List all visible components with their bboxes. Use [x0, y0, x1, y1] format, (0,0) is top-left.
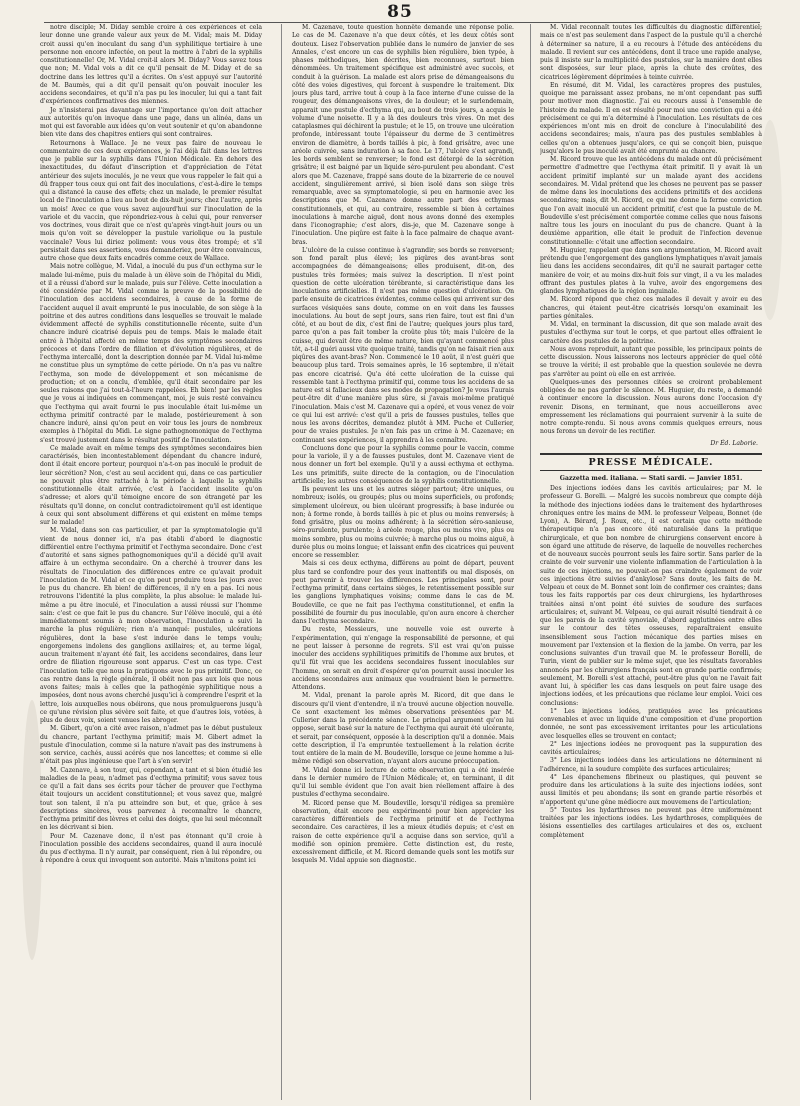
article-paragraph: M. Gibert, qu'on a cité avec raison, n'admet pas le début pustuleux du chancre, partant l'ecthyma primitif; mais M. Gibert admet la pustule d'inoculation, comme si la nature n'avait pas des instrumens à son service, cachés, aussi acérés que nos lancettes; et comme si elle n'était pas plus ingénieuse que l'art à s'en servir!	[40, 725, 262, 766]
article-paragraph: L'ulcère de la cuisse continue à s'agrandir; ses bords se renversent; son fond paraît plus élevé; les piqûres des avant-bras sont accompagnées de démangeaisons; elles produisent, dit-on, des pustules très formées; mais suivez la description. Il n'est point question de cette ulcération térébrante, si caractéristique dans les inoculations artificielles. Il n'est pas même question d'ulcération. On parle ensuite de cicatrices évidentes, comme celles qui arrivent sur des surfaces vésiquées sans doute, comme on en voit dans les fausses inoculations. Au bout de sept jours, sans rien faire, tout est fini d'un côté, et au bout de dix, c'est fini de l'autre; quelques jours plus tard, parce qu'on a pas fait tomber la croûte plus tôt; mais l'ulcère de la cuisse, qui devait être de même nature, bien qu'ayant commencé plus tôt, a-t-il guéri aussi vite quoique traité, tandis qu'on ne faisait rien aux piqûres des avant-bras? Non. Commencé le 10 août, il n'est guéri que beaucoup plus tard. Trois semaines après, le 16 septembre, il n'était pas encore cicatrisé. Qu'a été cette ulcération de la cuisse qui ressemble tant à l'ecthyma primitif qui, comme tous les accidens de sa nature est si fallacieux dans ses modes de propagation? Je vous l'aurais peut-être dit d'une manière plus sûre, si j'avais moi-même pratiqué l'inoculation. Mais c'est M. Cazenave qui a opéré, et vous venez de voir ce qui lui est arrivé: c'est qu'il a pris de fausses pustules, telles que nous les avons décrites, demandez plutôt à MM. Puche et Cullerier, pour de vraies pustules. Je n'en fais pas un crime à M. Cazenave; en continuant ses expériences, il apprendra à les connaître.	[292, 246, 514, 444]
article-paragraph: Concluons donc que pour la syphilis comme pour le vaccin, comme pour la variole, il y a de fausses pustules, dont M. Cazenave vient de nous donner un fort bel exemple. Qu'il y a aussi ecthyma et ecthyma. Les uns primitifs, suite directe de la contagion, ou de l'inoculation artificielle; les autres conséquences de la syphilis constitutionnelle.	[292, 444, 514, 485]
article-paragraph: M. Ricord pense que M. Boudeville, lorsqu'il rédigea sa première observation, était encore peu expérimenté pour bien apprécier les caractères différentiels de l'ecthyma primitif et de l'ecthyma secondaire. Ces caractères, il les a mieux étudiés depuis; et c'est en raison de cette expérience qu'il a acquise dans son service, qu'il a modifié son opinion première. Cette distinction est, du reste, excessivement difficile, et M. Ricord demande quels sont les motifs sur lesquels M. Vidal appuie son diagnostic.	[292, 799, 514, 865]
article-paragraph: M. Huguier, rappelant que dans son argumentation, M. Ricord avait prétendu que l'engorgement des ganglions lymphatiques n'avait jamais lieu dans les accidens secondaires, dit qu'il ne saurait partager cette manière de voir, et au moins dix-huit fois sur vingt, il a vu les malades offrant des pustules plates à la vulve, avoir des engorgemens des glandes lymphatiques de la région inguinale.	[540, 246, 762, 295]
column-right	[540, 24, 762, 1102]
article-paragraph: Je n'insisterai pas davantage sur l'importance qu'on doit attacher aux autorités qu'on invoque dans une page, dans un alinéa, dans un mot qui est favorable aux idées qu'on veut soutenir et qu'on abandonne bien vite dans des chapitres entiers qui sont contraires.	[40, 106, 262, 139]
article-paragraph: M. Vidal, dans son cas particulier, et par la symptomatologie qu'il vient de nous donner ici, n'a pas établi d'abord le diagnostic différentiel entre l'ecthyma primitif et l'ecthyma secondaire. Donc c'est d'autorité et sans signes pathognomoniques qu'il a décidé qu'il avait affaire à un ecthyma secondaire. On a cherché à trouver dans les résultats de l'inoculation des différences entre ce qu'avait produit l'inoculation de M. Vidal et ce qu'on peut produire tous les jours avec le pus du chancre. Eh bien! de différences, il n'y en a pas. Ici nous retrouvons l'identité la plus complète, la plus absolue: le malade lui-même a pu être inoculé, et l'inoculation a aussi réussi sur l'homme sain: c'est ce que fait le pus du chancre. Sur l'élève inoculé, qui a été immédiatement soumis à mon observation, l'inoculation a suivi la marche la plus régulière; rien n'a manqué: pustules, ulcérations régulières, dont la base s'est indurée dans le temps voulu; engorgemens indolens des ganglions axillaires; et, au terme légal, aucun traitement n'ayant été fait, les accidens secondaires, dans leur ordre de filiation rigoureuse sont apparus. C'est un cas type. C'est l'inoculation telle que nous la pratiquons avec le pus primitif. Donc, ce cas rentre dans la règle générale, il obéit non pas aux lois que nous avons faites; mais à celles que la pathogénie syphilitique nous a imposées, dont nous avons cherché jusqu'ici à comprendre l'esprit et la lettre, lois auxquelles nous obéirons, que nous promulguerons jusqu'à ce qu'une révision plus sévère soit faite, et que d'autres lois, votées, à plus de deux voix, soient venues les abroger.	[40, 527, 262, 724]
article-paragraph: Du reste, Messieurs, une nouvelle voie est ouverte à l'expérimentation, qui n'engage la responsabilité de personne, et qui ne peut laisser à personne de regrets. S'il est vrai qu'on puisse inoculer des accidens syphilitiques primitifs de l'homme aux brutes, et qu'il fût vrai que les accidens secondaires fussent inoculables sur l'homme, on serait en droit d'espérer qu'on pourrait aussi inoculer les accidens secondaires aux animaux que voudraient bien le permettre. Attendons.	[292, 626, 514, 691]
article-paragraph: M. Vidal reconnaît toutes les difficultés du diagnostic différentiel; mais ce n'est pas seulement dans l'aspect de la pustule qu'il a cherché à déterminer sa nature, il a eu recours à l'étude des antécédens du malade. Il revient sur ces antécédens, dont il trace une rapide analyse, puis il insiste sur la multiplicité des pustules, sur la manière dont elles sont disposées, sur leur place, après la chute des croûtes, des cicatrices légèrement déprimées à teinte cuivrée.	[540, 24, 762, 81]
article-paragraph: Mais notre collègue, M. Vidal, a inoculé du pus d'un ecthyma sur le malade lui-même, puis du malade à un élève soin de l'hôpital du Midi, et il a réussi d'abord sur le malade, puis sur l'élève. Cette inoculation a été considérée par M. Vidal comme la preuve de la possibilité de l'inoculation des accidens secondaires, à cause de la forme de l'accident auquel il avait emprunté le pus inoculable, de son siège à la poitrine et des autres conditions dans lesquelles se trouvait le malade évidemment affecté de syphilis constitutionnelle récente, suite d'un chancre induré cicatrisé depuis peu de temps. Mais le malade était entré à l'hôpital affecté en même temps des symptômes secondaires précoces et dans l'ordre de filiation et d'évolution régulières, et de l'ecthyma intercallé, dont la description donnée par M. Vidal lui-même ne constitue plus un symptôme de cette période. On n'a pas vu naître l'ecthyma, son mode de développement et son mécanisme de production; et on a conclu, d'emblée, qu'il était secondaire par les seules raisons que j'ai tout-à-l'heure rappelées. Eh bien! par les règles que je vous ai indiquées en commençant, moi, je suis resté convaincu que l'ecthyma qui avait fourni le pus inoculable était lui-même un ecthyma primitif contracté par le malade, postérieurement à son chancre induré, ainsi qu'on peut en voir tous les jours de nombreux exemples à l'hôpital du Midi. Le signe pathognomonique de l'ecthyma s'est trouvé justement dans le résultat positif de l'inoculation.	[40, 263, 262, 444]
article-paragraph: 2° Les injections iodées ne provoquent pas la suppuration des cavités articulaires;	[540, 740, 762, 756]
page-number: 85	[387, 2, 413, 22]
column-right-second-part	[540, 485, 762, 840]
author-signature: Dr Éd. Laborie.	[710, 439, 758, 447]
article-paragraph: M. Cazenave, à son tour, qui, cependant, a tant et si bien étudié les maladies de la peau, n'admet pas d'ecthyma primitif; vous savez tous ce qu'il a fait dans ses écrits pour tâcher de prouver que l'ecthyma était toujours un accident constitutionnel; et vous savez que, malgré tout son talent, il n'a pu atteindre son but, et que, grâce à ses descriptions sincères, vous parvenez à reconnaître le chancre, l'ecthyma primitif des lèvres et celui des doigts, que lui seul méconnaît en les décrivant si bien.	[40, 766, 262, 832]
article-paragraph: M. Cazenave, toute question honnête demande une réponse polie. Le cas de M. Cazenave n'a que deux côtés, et les deux côtés sont douteux. Lisez l'observation publiée dans le numéro de janvier de ses Annales, c'est encore un cas de syphilis bien régulière, bien typée, à phases méthodiques, bien décrites, bien reconnues, surtout bien dénommées. Un traitement spécifique est administré avec succès, et conduit à la guérison. La malade est alors prise de démangeaisons du côté des voies digestives, qui forcent à suspendre le traitement. Dix jours plus tard, arrive tout à coup à la face interne d'une cuisse de la rougeur, des démangeaisons vives, de la douleur; et le surlendemain, apparait une pustule d'ecthyma qui, au bout de trois jours, a acquis le volume d'une noisette. Il y a là des douleurs très vives. On met des cataplasmes qui déchirent la pustule; et le 15, on trouve une ulcération profonde, intéressant toute l'épaisseur du derme de 3 centimètres environ de diamètre, à bords taillés à pic, à fond grisâtre, avec une aréole cuivrée, sans induration à sa face. Le 17, l'ulcère s'est agrandi, les bords semblent se renverser; le fond est détergé de la sécrétion grisâtre; il est baigné par un liquide séro-purulent peu abondant. C'est alors que M. Cazenave, frappé sans doute de la bizarrerie de ce nouvel accident, singulièrement arrivé, si bien isolé dans son siège très remarquable, avec sa symptomatologie, si peu en harmonie avec les descriptions que M. Cazenave donne autre part des ecthymas constitutionnels, et qui, au contraire, ressemble si bien à certaines inoculations à marche aiguë, dont nous avons donné des exemples dans l'iconographie; c'est alors, dis-je, que M. Cazenave songe à l'inoculation. Une piqûre est faite à la face palmaire de chaque avant-bras.	[292, 24, 514, 246]
article-paragraph: M. Vidal, en terminant la discussion, dit que son malade avait des pustules d'ecthyma sur tout le corps, et que partout elles offraient le caractère des pustules de la poitrine.	[540, 321, 762, 345]
article-paragraph: Retournons à Wallace. Je ne veux pas faire de nouveau le commentaire de ces deux expériences, je l'ai déjà fait dans les lettres que je publie sur la syphilis dans l'Union Médicale. En dehors des inexactitudes, du défaut d'inscription et d'appréciation de l'état antérieur des sujets inoculés, je ne veux que vous rappeler le fait qui a dû frapper tous ceux qui ont fait des inoculations, c'est-à-dire le temps qui a distancé la cause des effets; chez un malade, le premier résultat local de l'inoculation a lieu au bout de dix-huit jours; chez l'autre, après un mois! Avec ce que vous savez aujourd'hui sur l'inoculation de la variole et du vaccin, que répondriez-vous à celui qui, pour renverser vos doctrines, vous dirait que ce n'est qu'après vingt-huit jours ou un mois qu'on voit se développer la pustule variolique ou la pustule vaccinale? Vous lui diriez poliment: vous vous êtes trompé; et s'il persistait dans ses assertions, vous demanderiez, pour être convaincus, autre chose que deux faits encadrés comme ceux de Wallace.	[40, 139, 262, 262]
article-paragraph: M. Ricord répond que chez ces malades il devait y avoir eu des chancres, qui étaient peut-être cicatrisés lorsqu'on examinait les parties génitales.	[540, 296, 762, 320]
article-paragraph: Ce malade avait en même temps des symptômes secondaires bien caractérisés, bien incontestablement dépendant du chancre induré, dont il était encore porteur, pourquoi n'a-t-on pas inoculé le produit de leur sécrétion? Non, c'est au seul accident qui, dans ce cas particulier ne pouvait plus être rattaché à la période à laquelle la syphilis constitutionnelle était arrivée, c'est à l'accident insolite qu'on s'adresse; et alors qu'il témoigne encore de son étrangeté par les résultats qu'il donne, on conclut contradictoirement qu'il est identique à ceux qui sont absolument différens et qui existent en même temps sur le malade!	[40, 444, 262, 526]
article-paragraph: En résumé, dit M. Vidal, les caractères propres des pustules, quoique me paraissant assez probans, ne m'ont cependant pas suffi pour motiver mon diagnostic. J'ai eu recours aussi à l'ensemble de l'histoire du malade. Il en est résulté pour moi une conviction qui a été précisément ce qui m'a déterminé à l'inoculation. Les résultats de ces expériences m'ont mis en droit de conclure à l'inoculabilité des accidens secondaires; mais, n'aura pas des pustules semblables à celles qu'on a obtenues jusqu'alors, ce qui se conçoit bien, puisque jusqu'alors le pus inoculé avait été emprunté au chancre.	[540, 81, 762, 155]
article-paragraph: M. Vidal donne ici lecture de cette observation qui a été insérée dans le dernier numéro de l'Union Médicale; et, en terminant, il dit qu'il lui semble évident que l'on avait bien réellement affaire à des pustules d'ecthyma secondaire.	[292, 766, 514, 799]
article-paragraph: 4° Les épanchemens fibrineux ou plastiques, qui peuvent se produire dans les articulations à la suite des injections iodées, sont aussi limités et peu abondans; ils sont en grande partie résorbés et n'apportent qu'une gêne médiocre aux mouvemens de l'articulation;	[540, 773, 762, 806]
article-paragraph: 3° Les injections iodées dans les articulations ne déterminent ni l'adhérence, ni la soudure complète des surfaces articulaires;	[540, 757, 762, 773]
article-paragraph: M. Ricord trouve que les antécédens du malade ont dû précisément permettre d'admettre que l'ecthyma était primitif. Il y avait là un accident primitif implanté sur un malade ayant des accidens secondaires. M. Vidal prétend que les choses ne peuvent pas se passer de même dans les inoculations des accidens primitifs et des accidens secondaires; mais, dit M. Ricord, ce qui me donne la ferme conviction que l'on avait inoculé un accident primitif, c'est que la pustule de M. Boudeville s'est précisément comportée comme celles que nous faisons naître tous les jours en inoculant du pus de chancre. Quant à la deuxième apparition, elle était le produit de l'infection devenue constitutionnelle: c'était une affection secondaire.	[540, 156, 762, 246]
section-heading: PRESSE MÉDICALE.	[540, 453, 762, 471]
column-divider	[281, 24, 282, 1100]
article-paragraph: Quelques-unes des personnes citées se croiront probablement obligées de ne pas garder le silence. M. Huguier, du reste, a demandé à continuer encore la discussion. Nous aurons donc l'occasion d'y revenir. Disons, en terminant, que nous accueillerons avec empressement les réclamations qui pourraient survenir à la suite de notre compte-rendu. Si nous avons commis quelques erreurs, nous nous ferons un devoir de les rectifier.	[540, 378, 762, 436]
article-paragraph: M. Vidal, prenant la parole après M. Ricord, dit que dans le discours qu'il vient d'entendre, il n'a trouvé aucune objection nouvelle. Ce sont exactement les mêmes observations présentées par M. Cullerier dans la précédente séance. Le principal argument qu'on lui oppose, serait basé sur la nature de l'ecthyma qui aurait été ulcérante, et serait, par conséquent, opposée à la description qu'il a donnée. Mais cette description, il l'a empruntée textuellement à la relation écrite tout entière de la main de M. Boudeville, lorsque ce jeune homme a lui-même rédigé son observation, n'ayant alors aucune préoccupation.	[292, 692, 514, 766]
article-paragraph: Mais si ces deux ecthyma, différens au point de départ, peuvent plus tard se confondre pour des yeux inattentifs ou mal disposés, on peut parvenir à trouver les différences. Les principales sont, pour l'ecthyma primitif, dans certains sièges, le retentissement possible sur les ganglions lymphatiques voisins; comme dans le cas de M. Boudeville, ce que ne fait pas l'ecthyma constitutionnel, et enfin la possibilité de fournir du pus inoculable, qu'on aura encore à chercher dans l'ecthyma secondaire.	[292, 560, 514, 625]
column-divider	[530, 24, 531, 1100]
column-left	[40, 24, 262, 1102]
journal-source-line: Gazzetta med. italiana. — Stati sardi. — Janvier 1851.	[559, 474, 743, 482]
column-right-first-part	[540, 24, 762, 437]
header-rule	[44, 22, 760, 23]
article-paragraph: Ils peuvent les uns et les autres siéger partout; être uniques, ou nombreux; isolés, ou groupés; plus ou moins superficiels, ou profonds; simplement ulcéreux, ou bien ulcérant progressifs; à base indurée ou non; à forme ronde, à bords taillés à pic et plus ou moins renversés; à fond grisâtre, plus ou moins adhérent; à la sécrétion séro-sanieuse, séro-purulente, purulente; à aréole rouge, plus ou moins vive, plus ou moins sombre, plus ou moins cuivrée; à marche plus ou moins aiguë, à durée plus ou moins longue; et laissant enfin des cicatrices qui peuvent encore se ressembler.	[292, 486, 514, 559]
article-paragraph: 5° Toutes les hydarthroses ne peuvent pas être uniformément traitées par les injections iodées. Les hydarthroses, compliquées de lésions essentielles des cartilages articulaires et des os, excluent complètement	[540, 806, 762, 839]
article-paragraph: Nous avons reproduit, autant que possible, les principaux points de cette discussion. Nous laisserons nos lecteurs apprécier de quel côté se trouve la vérité; il est probable que la question soulevée ne devra pas s'arrêter au point où elle en est arrivée.	[540, 345, 762, 378]
paper-stain	[22, 700, 42, 960]
article-paragraph: Pour M. Cazenave donc, il n'est pas étonnant qu'il croie à l'inoculation possible des accidens secondaires, quand il aura inoculé du pus d'ecthyma. Il n'y aurait, par conséquent, rien à lui répondre, ou à répondre à ceux qui invoquent son autorité. Mais n'imitons point ici	[40, 832, 262, 865]
article-paragraph: notre disciple; M. Diday semble croire à ces expériences et cela leur donne une grande valeur aux yeux de M. Vidal; mais M. Diday croit aussi qu'en inoculant du sang d'un syphilitique tertiaire à une personne non encore infectée, on peut la mettre à l'abri de la syphilis constitutionnelle! Or, M. Vidal croit-il alors M. Diday? Vous savez tous que non; M. Vidal vois a dit ce qu'il pensait de M. Diday et de sa doctrine dans les lettres qu'il a écrites. On s'est appuyé sur l'autorité de M. Baumès, qui a dit qu'il pensait qu'on pouvait inoculer les accidens secondaires, et qu'il n'a pas pu les inoculer, lui qui a tant fait d'expériences confirmatives des miennes.	[40, 24, 262, 106]
article-paragraph: 1° Les injections iodées, pratiquées avec les précautions convenables et avec un liquide d'une composition et d'une proportion donnée, ne sont pas excessivement irritantes pour les articulations avec lesquelles elles se trouvent en contact;	[540, 707, 762, 740]
article-paragraph: Des injections iodées dans les cavités articulaires; par M. le professeur G. Borelli. — Malgré les succès nombreux que compte déjà la méthode des injections iodées dans le traitement des hydarthroses chroniques entre les mains de MM. le professeur Velpeau, Bonnet (de Lyon), A. Bérard, J. Roux, etc., il est certain que cette méthode thérapeutique n'a pas encore été naturalisée dans la pratique chirurgicale, et que bon nombre de chirurgiens conservent encore à son égard une attitude de réserve, de laquelle de nouvelles recherches et de nouveaux succès pourront seuls les faire sortir. Sans parler de la crainte de voir survenir une violente inflammation de l'articulation à la suite de ces injections, ne pouvait-on pas craindre également de voir ces injections être suivies d'ankylose? Sans doute, les faits de M. Velpeau et ceux de M. Bonnet sont loin de confirmer ces craintes; dans tous les faits rapportés par ces deux chirurgiens, les hydarthroses traitées ainsi n'ont point été suivies de soudure des surfaces articulaires; et, suivant M. Velpeau, ce qui aurait résulté tiendrait à ce que les parois de la cavité synoviale, d'abord agglutinées entre elles sur le contour des têtes osseuses, reparaîtraient ensuite insensiblement sous l'action mécanique des parties mises en mouvement par l'extension et la flexion de la jambe. On verra, par les conclusions suivantes d'un travail que M. le professeur Borelli, de Turin, vient de publier sur le même sujet, que les résultats favorables annoncés par les chirurgiens français sont en grande partie confirmés; seulement, M. Borelli s'est attaché, peut-être plus qu'on ne l'avait fait avant lui, à spécifier les cas dans lesquels on peut faire usage des injections iodées, et les précautions que réclame leur emploi. Voici ces conclusions:	[540, 485, 762, 707]
column-middle	[292, 24, 514, 1102]
